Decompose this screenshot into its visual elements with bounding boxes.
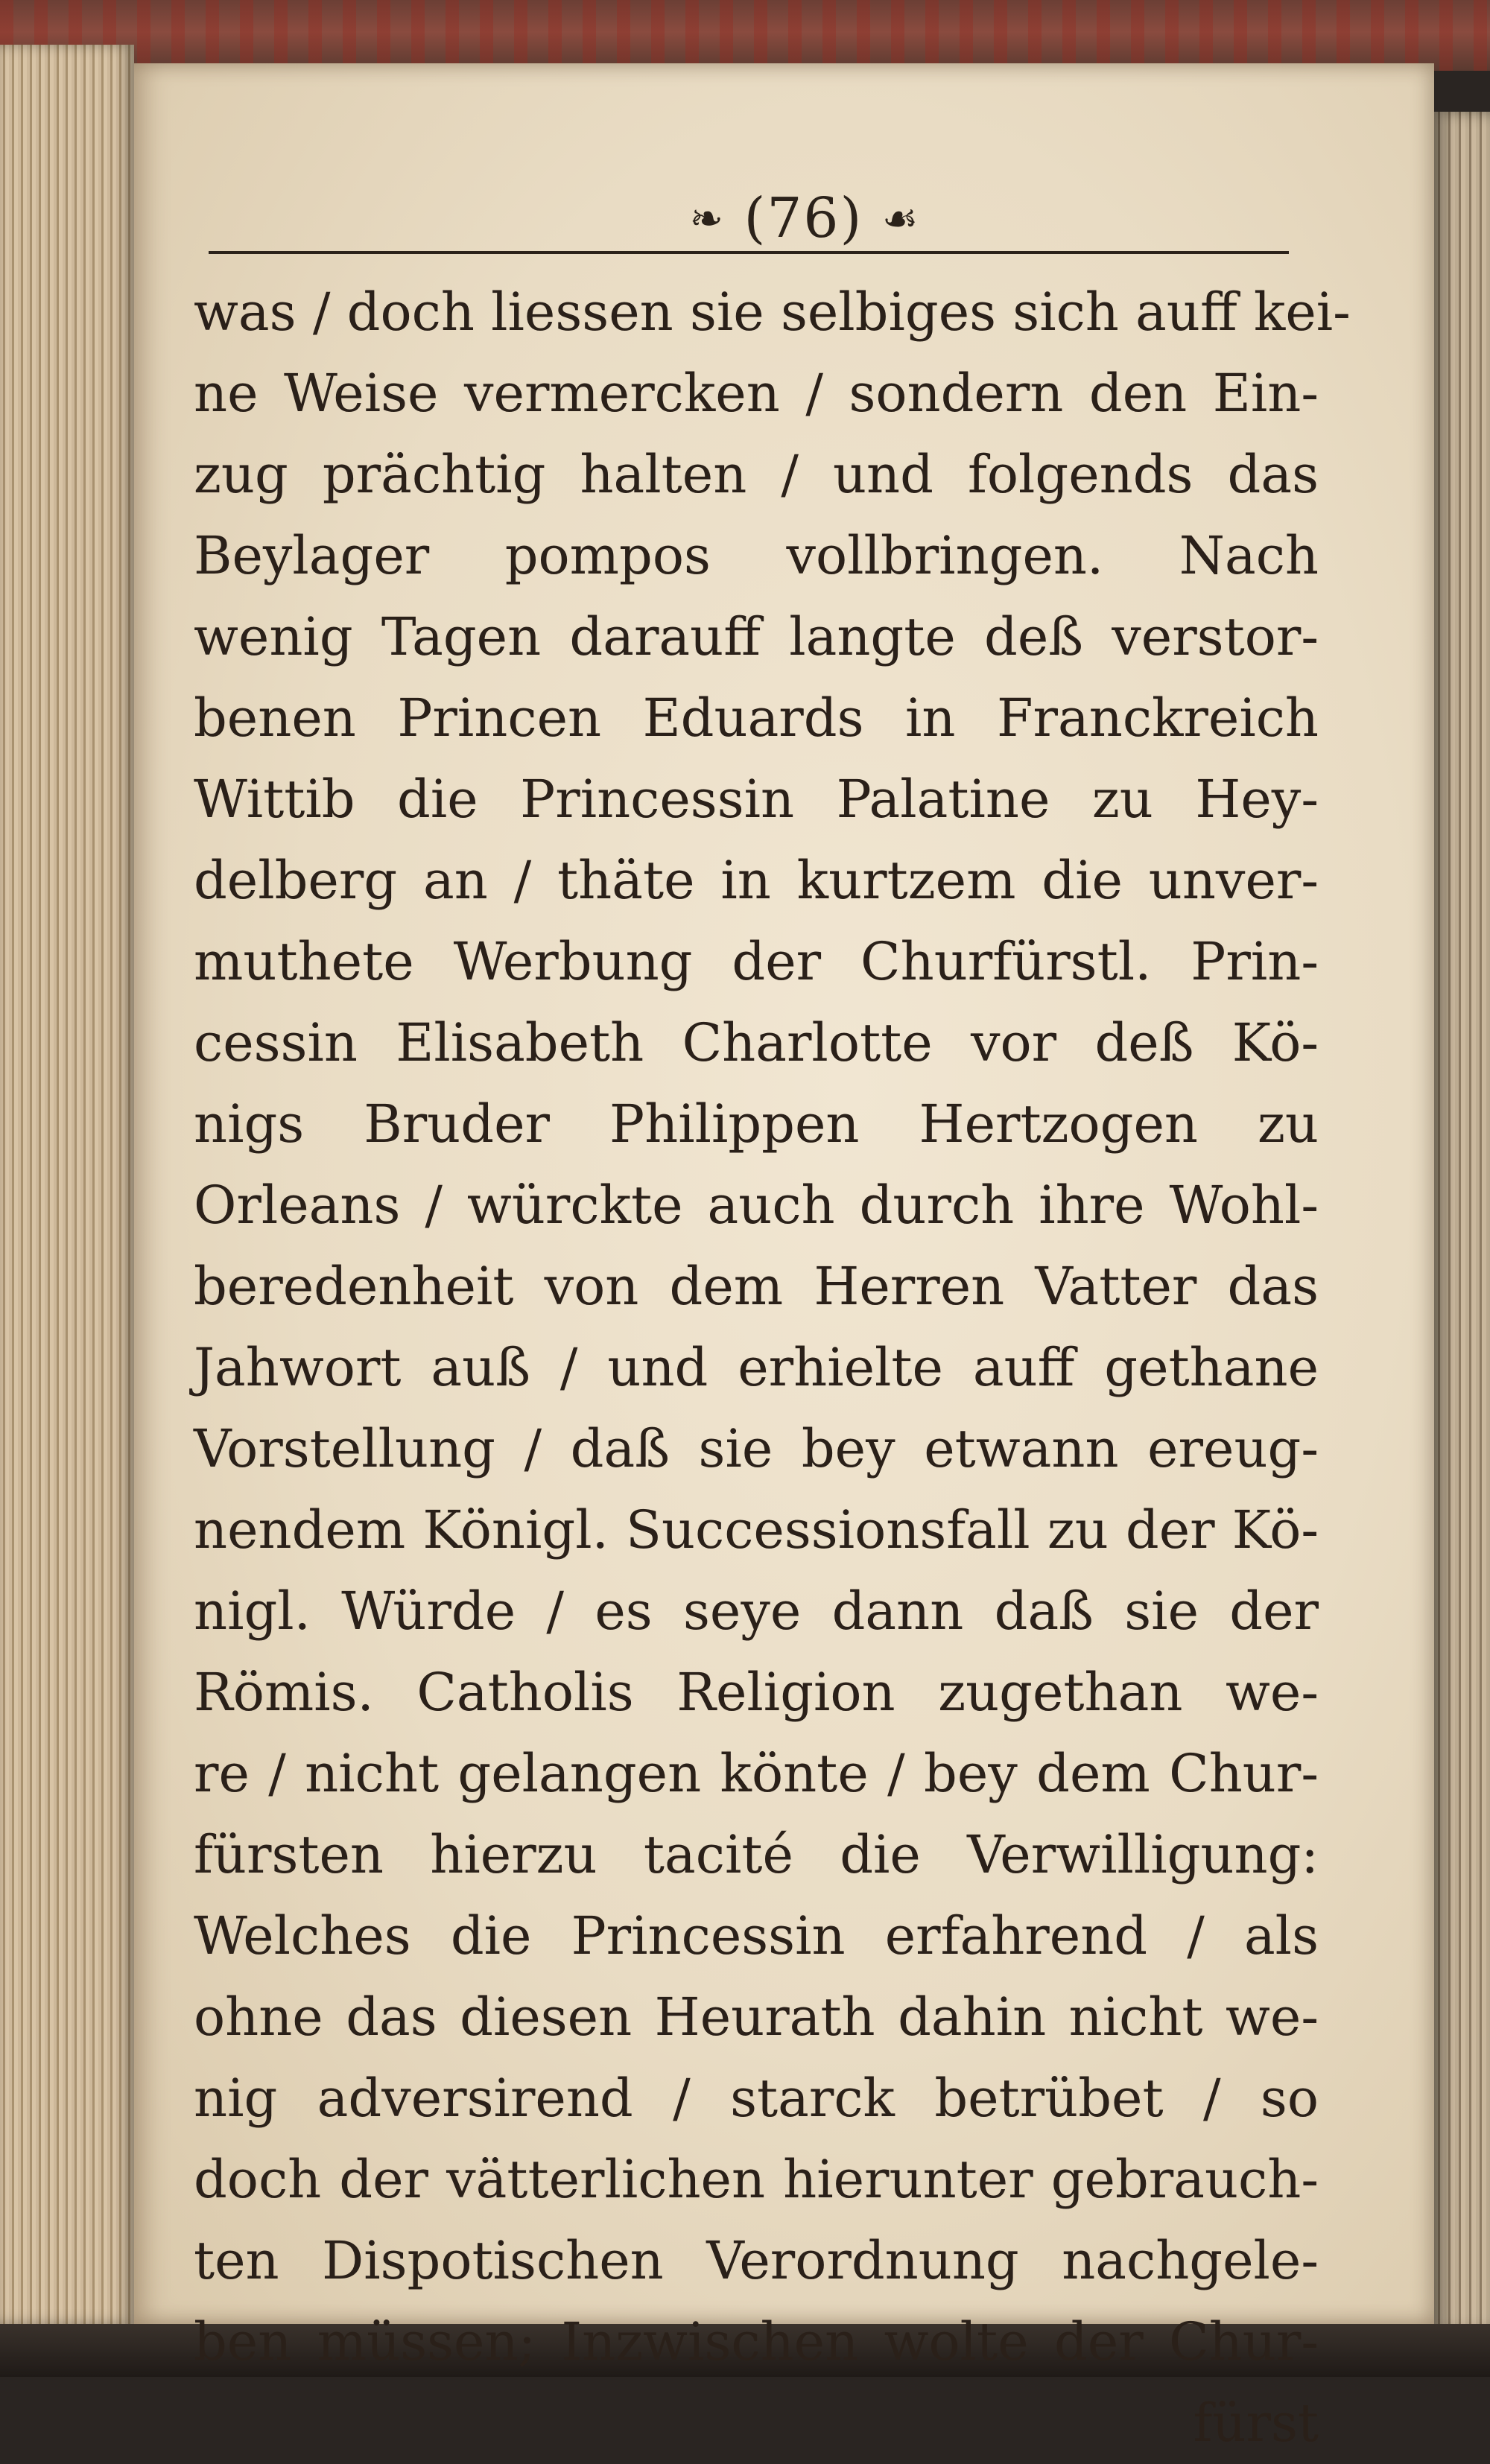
ornament-left-icon: ❧	[689, 195, 725, 242]
header-rule	[209, 251, 1289, 254]
text-line: Römis. Catholis Religion zugethan we-	[194, 1662, 1319, 1723]
text-line: ben müssen; Inzwischen wolte der Chur-	[194, 2311, 1319, 2372]
text-line: Wittib die Princessin Palatine zu Hey-	[194, 769, 1319, 830]
book-page	[134, 63, 1434, 2454]
catchword: fürst	[1193, 2392, 1319, 2454]
text-line: Vorstellung / daß sie bey etwann ereug-	[194, 1418, 1319, 1479]
text-line: doch der vätterlichen hierunter gebrauch-	[194, 2149, 1319, 2210]
text-line: zug prächtig halten / und folgends das	[194, 444, 1319, 505]
text-line: ne Weise vermercken / sondern den Ein-	[194, 363, 1319, 424]
text-line: ten Dispotischen Verordnung nachgele-	[194, 2230, 1319, 2291]
text-line: fürsten hierzu tacité die Verwilligung:	[194, 1824, 1319, 1885]
text-line: wenig Tagen darauff langte deß verstor-	[194, 606, 1319, 667]
text-line: nig adversirend / starck betrübet / so	[194, 2068, 1319, 2129]
body-text	[194, 272, 1351, 2464]
book-top-edge	[0, 0, 1490, 71]
ornament-right-icon: ☙	[881, 195, 920, 242]
page-header	[209, 182, 1289, 264]
left-page-stack	[0, 45, 134, 2324]
text-line: ohne das diesen Heurath dahin nicht we-	[194, 1987, 1319, 2048]
text-line: re / nicht gelangen könte / bey dem Chur-	[194, 1743, 1319, 1804]
text-line: muthete Werbung der Churfürstl. Prin-	[194, 931, 1319, 992]
text-line: nigl. Würde / es seye dann daß sie der	[194, 1581, 1319, 1642]
text-line: nendem Königl. Successionsfall zu der Kö-	[194, 1499, 1319, 1560]
text-line: beredenheit von dem Herren Vatter das	[194, 1256, 1319, 1317]
text-line: benen Princen Eduards in Franckreich	[194, 688, 1319, 749]
text-line: delberg an / thäte in kurtzem die unver-	[194, 850, 1319, 911]
text-line: cessin Elisabeth Charlotte vor deß Kö-	[194, 1012, 1319, 1073]
text-line: was / doch liessen sie selbiges sich auff kei-	[194, 282, 1351, 343]
text-line: Jahwort auß / und erhielte auff gethane	[194, 1337, 1319, 1398]
page-number: (76)	[744, 186, 863, 250]
text-line: nigs Bruder Philippen Hertzogen zu	[194, 1093, 1319, 1155]
page-number-line	[656, 182, 954, 255]
right-page-stack	[1434, 112, 1490, 2331]
text-line: Beylager pompos vollbringen. Nach	[194, 525, 1319, 586]
text-line: Welches die Princessin erfahrend / als	[194, 1905, 1319, 1966]
text-line: Orleans / würckte auch durch ihre Wohl-	[194, 1175, 1319, 1236]
